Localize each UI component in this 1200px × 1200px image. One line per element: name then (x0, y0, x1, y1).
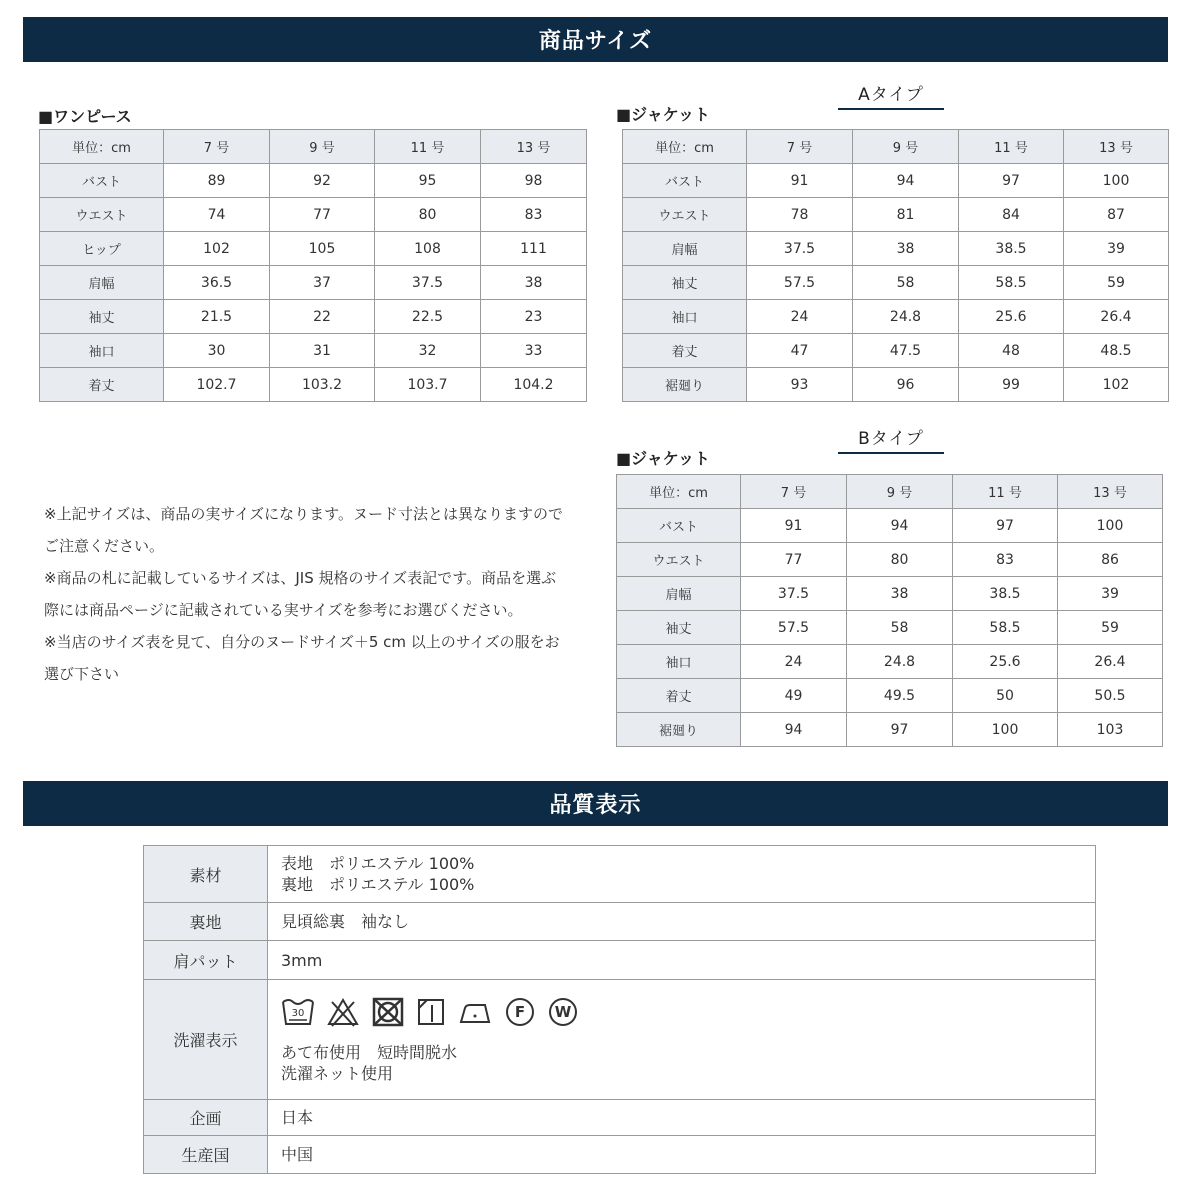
value-cell: 105 (270, 232, 375, 266)
plan-value: 日本 (268, 1100, 1096, 1136)
table-row (40, 198, 587, 232)
value-cell: 9 号 (847, 475, 953, 509)
value-cell: 83 (481, 198, 587, 232)
wet-clean-w-letter: W (554, 1002, 572, 1021)
value-cell: 7 号 (741, 475, 847, 509)
dry-clean-f-letter: F (514, 1002, 526, 1021)
row-label-cell: 袖口 (623, 300, 747, 334)
table-row (617, 577, 1163, 611)
value-cell: 91 (747, 164, 853, 198)
note-line: ※商品の札に記載しているサイズは、JIS 規格のサイズ表記です。商品を選ぶ (44, 569, 557, 587)
note-line: 選び下さい (44, 665, 120, 683)
table-row (623, 300, 1169, 334)
row-label-cell: 袖丈 (623, 266, 747, 300)
value-cell: 26.4 (1058, 645, 1163, 679)
row-label-cell: バスト (617, 509, 741, 543)
row-label-cell: ウエスト (40, 198, 164, 232)
value-cell: 77 (270, 198, 375, 232)
value-cell: 38 (853, 232, 959, 266)
value-cell: 77 (741, 543, 847, 577)
value-cell: 24 (747, 300, 853, 334)
line-dry-shade-icon (416, 996, 446, 1028)
value-cell: 103.2 (270, 368, 375, 402)
value-cell: 49.5 (847, 679, 953, 713)
wash-30-icon (281, 996, 315, 1028)
value-cell: 80 (847, 543, 953, 577)
material-line: 表地 ポリエステル 100% (281, 854, 475, 873)
table-header-row (617, 475, 1163, 509)
table-row (617, 713, 1163, 747)
row-label-cell: 着丈 (40, 368, 164, 402)
table-row (623, 266, 1169, 300)
table-row (617, 611, 1163, 645)
size-notes (44, 498, 584, 690)
value-cell: 50.5 (1058, 679, 1163, 713)
row-label-cell: 袖丈 (617, 611, 741, 645)
jacket-b-size-table (616, 474, 1163, 747)
value-cell: 108 (375, 232, 481, 266)
no-bleach-icon (326, 996, 360, 1028)
care-note-line: 洗濯ネット使用 (281, 1063, 394, 1083)
value-cell: 37.5 (741, 577, 847, 611)
row-label-cell: 袖丈 (40, 300, 164, 334)
value-cell: 24 (741, 645, 847, 679)
value-cell: 97 (959, 164, 1064, 198)
row-label-cell: 単位：cm (623, 130, 747, 164)
lining-label: 裏地 (144, 903, 268, 941)
row-label-cell: バスト (623, 164, 747, 198)
onepiece-size-table (39, 129, 587, 402)
wet-clean-w-icon (547, 996, 579, 1028)
jacket-a-type-label: Aタイプ (838, 80, 944, 110)
value-cell: 58 (853, 266, 959, 300)
table-row (617, 679, 1163, 713)
value-cell: 111 (481, 232, 587, 266)
value-cell: 86 (1058, 543, 1163, 577)
value-cell: 58 (847, 611, 953, 645)
value-cell: 7 号 (747, 130, 853, 164)
wash-temp-label: 30 (291, 1007, 305, 1019)
value-cell: 21.5 (164, 300, 270, 334)
value-cell: 37.5 (747, 232, 853, 266)
value-cell: 11 号 (959, 130, 1064, 164)
row-label-cell: 裾廻り (617, 713, 741, 747)
value-cell: 49 (741, 679, 847, 713)
value-cell: 104.2 (481, 368, 587, 402)
row-label-cell: 単位：cm (40, 130, 164, 164)
value-cell: 25.6 (959, 300, 1064, 334)
value-cell: 32 (375, 334, 481, 368)
value-cell: 59 (1058, 611, 1163, 645)
value-cell: 83 (953, 543, 1058, 577)
value-cell: 39 (1058, 577, 1163, 611)
shoulder-pad-label: 肩パット (144, 941, 268, 980)
quality-section-banner (23, 781, 1168, 826)
care-label: 洗濯表示 (144, 980, 268, 1100)
value-cell: 92 (270, 164, 375, 198)
plan-label: 企画 (144, 1100, 268, 1136)
value-cell: 9 号 (270, 130, 375, 164)
value-cell: 98 (481, 164, 587, 198)
care-note-line: あて布使用 短時間脱水 (281, 1042, 458, 1062)
value-cell: 25.6 (953, 645, 1058, 679)
value-cell: 87 (1064, 198, 1169, 232)
value-cell: 103.7 (375, 368, 481, 402)
value-cell: 80 (375, 198, 481, 232)
table-row (623, 164, 1169, 198)
value-cell: 22.5 (375, 300, 481, 334)
row-label-cell: 裾廻り (623, 368, 747, 402)
value-cell: 94 (741, 713, 847, 747)
material-line: 裏地 ポリエステル 100% (281, 875, 475, 894)
value-cell: 59 (1064, 266, 1169, 300)
value-cell: 102.7 (164, 368, 270, 402)
value-cell: 78 (747, 198, 853, 232)
iron-low-icon (457, 996, 493, 1028)
value-cell: 57.5 (747, 266, 853, 300)
value-cell: 81 (853, 198, 959, 232)
value-cell: 22 (270, 300, 375, 334)
value-cell: 96 (853, 368, 959, 402)
row-label-cell: バスト (40, 164, 164, 198)
table-row (617, 509, 1163, 543)
value-cell: 13 号 (1058, 475, 1163, 509)
value-cell: 38 (481, 266, 587, 300)
value-cell: 57.5 (741, 611, 847, 645)
value-cell: 103 (1058, 713, 1163, 747)
value-cell: 23 (481, 300, 587, 334)
value-cell: 58.5 (953, 611, 1058, 645)
row-label-cell: ウエスト (623, 198, 747, 232)
row-label-cell: 肩幅 (40, 266, 164, 300)
value-cell: 47 (747, 334, 853, 368)
value-cell: 30 (164, 334, 270, 368)
value-cell: 33 (481, 334, 587, 368)
table-row (40, 300, 587, 334)
jacket-b-title: ■ジャケット (616, 449, 710, 468)
origin-label: 生産国 (144, 1136, 268, 1174)
quality-row-origin (144, 1136, 1096, 1174)
value-cell: 94 (853, 164, 959, 198)
table-row (623, 198, 1169, 232)
row-label-cell: 肩幅 (623, 232, 747, 266)
row-label-cell: ウエスト (617, 543, 741, 577)
note-line: ※上記サイズは、商品の実サイズになります。ヌード寸法とは異なりますので (44, 505, 563, 523)
value-cell: 97 (953, 509, 1058, 543)
value-cell: 94 (847, 509, 953, 543)
size-section-title: 商品サイズ (538, 29, 653, 54)
shoulder-pad-value: 3mm (268, 941, 1096, 980)
table-row (40, 334, 587, 368)
table-row (40, 266, 587, 300)
value-cell: 58.5 (959, 266, 1064, 300)
value-cell: 13 号 (1064, 130, 1169, 164)
value-cell: 24.8 (853, 300, 959, 334)
quality-row-material (144, 846, 1096, 903)
quality-row-care (144, 980, 1096, 1100)
value-cell: 11 号 (953, 475, 1058, 509)
row-label-cell: 袖口 (617, 645, 741, 679)
row-label-cell: 袖口 (40, 334, 164, 368)
quality-section-title: 品質表示 (549, 793, 642, 818)
value-cell: 38.5 (953, 577, 1058, 611)
value-cell: 48.5 (1064, 334, 1169, 368)
value-cell: 26.4 (1064, 300, 1169, 334)
value-cell: 99 (959, 368, 1064, 402)
row-label-cell: ヒップ (40, 232, 164, 266)
table-row (623, 368, 1169, 402)
row-label-cell: 肩幅 (617, 577, 741, 611)
onepiece-title: ■ワンピース (38, 107, 132, 126)
value-cell: 74 (164, 198, 270, 232)
note-line: 際には商品ページに記載されている実サイズを参考にお選びください。 (44, 601, 523, 619)
value-cell: 37.5 (375, 266, 481, 300)
table-header-row (40, 130, 587, 164)
value-cell: 100 (1058, 509, 1163, 543)
material-value (268, 846, 1096, 903)
care-value (268, 980, 1096, 1100)
value-cell: 102 (1064, 368, 1169, 402)
value-cell: 11 号 (375, 130, 481, 164)
value-cell: 38 (847, 577, 953, 611)
no-tumble-dry-icon (371, 996, 405, 1028)
value-cell: 47.5 (853, 334, 959, 368)
quality-row-lining (144, 903, 1096, 941)
value-cell: 38.5 (959, 232, 1064, 266)
value-cell: 102 (164, 232, 270, 266)
table-row (40, 164, 587, 198)
jacket-a-title: ■ジャケット (616, 105, 710, 124)
quality-row-plan (144, 1100, 1096, 1136)
jacket-b-type-label: Bタイプ (838, 424, 944, 454)
row-label-cell: 着丈 (617, 679, 741, 713)
table-row (617, 543, 1163, 577)
origin-value: 中国 (268, 1136, 1096, 1174)
table-row (623, 334, 1169, 368)
quality-row-shoulder-pad (144, 941, 1096, 980)
note-line: ご注意ください。 (44, 537, 165, 555)
row-label-cell: 着丈 (623, 334, 747, 368)
material-label: 素材 (144, 846, 268, 903)
care-icon-row (281, 996, 1082, 1028)
table-row (40, 368, 587, 402)
value-cell: 97 (847, 713, 953, 747)
table-row (40, 232, 587, 266)
value-cell: 91 (741, 509, 847, 543)
value-cell: 100 (953, 713, 1058, 747)
value-cell: 36.5 (164, 266, 270, 300)
table-row (617, 645, 1163, 679)
value-cell: 24.8 (847, 645, 953, 679)
value-cell: 9 号 (853, 130, 959, 164)
table-header-row (623, 130, 1169, 164)
value-cell: 7 号 (164, 130, 270, 164)
value-cell: 95 (375, 164, 481, 198)
dry-clean-f-icon (504, 996, 536, 1028)
value-cell: 100 (1064, 164, 1169, 198)
note-line: ※当店のサイズ表を見て、自分のヌードサイズ＋5 cm 以上のサイズの服をお (44, 633, 560, 651)
value-cell: 50 (953, 679, 1058, 713)
table-row (623, 232, 1169, 266)
value-cell: 39 (1064, 232, 1169, 266)
value-cell: 13 号 (481, 130, 587, 164)
value-cell: 48 (959, 334, 1064, 368)
value-cell: 93 (747, 368, 853, 402)
quality-table (143, 845, 1096, 1174)
value-cell: 31 (270, 334, 375, 368)
jacket-a-size-table (622, 129, 1169, 402)
lining-value: 見頃総裏 袖なし (268, 903, 1096, 941)
value-cell: 84 (959, 198, 1064, 232)
value-cell: 37 (270, 266, 375, 300)
value-cell: 89 (164, 164, 270, 198)
row-label-cell: 単位：cm (617, 475, 741, 509)
size-section-banner (23, 17, 1168, 62)
